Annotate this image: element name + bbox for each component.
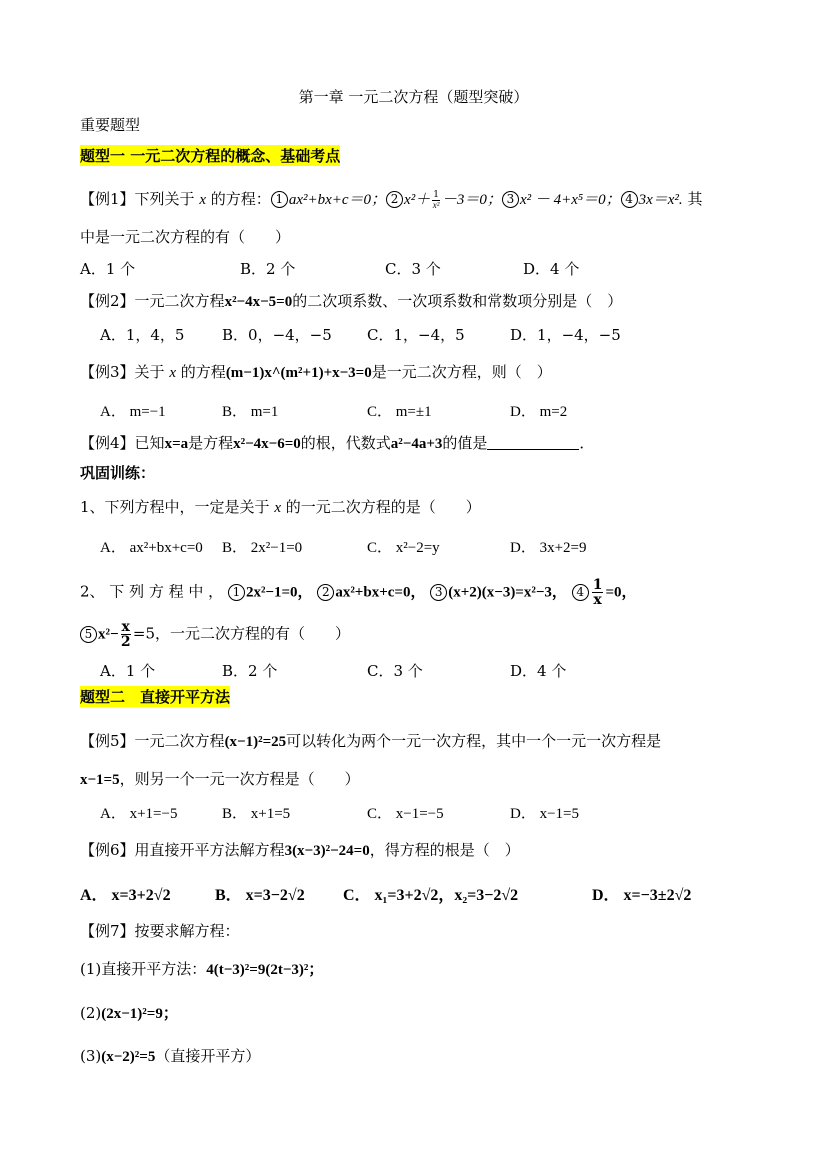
ex6-stem-b: ，得方程的根是（ ）	[369, 841, 520, 859]
ex2-eq: x²−4x−5=0	[224, 294, 293, 310]
p2-eq4-fraction: $\frac{1}{x}$	[592, 577, 603, 608]
ex3-tag: 【例3】	[80, 363, 135, 381]
ex1-option-b: B．2 个	[240, 260, 296, 278]
ex5-stem-b: 可以转化为两个一元一次方程，其中一个一元一次方程是	[286, 732, 662, 750]
ex1-line2: 中是一元二次方程的有（ ）	[80, 228, 291, 246]
practice-heading: 巩固训练：	[80, 464, 156, 482]
p1-var: x	[274, 500, 281, 516]
ex7-item-1	[80, 958, 323, 979]
p2-eq2: ax²+bx+c=0，	[335, 584, 426, 601]
ex6-option-c: C． x₁=3+2√2，x₂=3−2√2	[343, 887, 519, 904]
p2-option-b: B．2 个	[222, 662, 278, 680]
ex3-stem-c: 是一元二次方程，则（ ）	[371, 363, 552, 381]
ex7-item-2-eq: (2x−1)²=9；	[101, 1006, 178, 1022]
ex6-stem: 用直接开平方法解方程	[134, 841, 285, 859]
example-7-line1	[80, 920, 240, 941]
ex4-tag: 【例4】	[80, 434, 135, 452]
ex4-eq1: x=a	[164, 436, 189, 452]
ex6-option-b: B． x=3−2√2	[215, 887, 305, 904]
ex1-stem-b: 的方程：	[210, 190, 271, 208]
ex1-eq4: 3x＝x².	[638, 192, 683, 208]
p2-option-c: C．3 个	[367, 662, 423, 680]
ex2-stem: 一元二次方程	[134, 292, 225, 310]
practice-1-line1	[80, 496, 481, 517]
ex4-stem-c: 的根，代数式	[300, 434, 391, 452]
ex4-stem-b: 是方程	[188, 434, 234, 452]
ex5-eq: (x−1)²=25	[224, 734, 287, 750]
ex1-option-a: A．1 个	[80, 260, 136, 278]
example-1-line1	[80, 188, 702, 210]
circled-3-icon: 3	[502, 191, 519, 208]
section-important: 重要题型	[80, 116, 141, 134]
ex7-stem: 按要求解方程：	[134, 922, 240, 940]
ex7-item-3	[80, 1045, 260, 1066]
ex4-eq2: x²−4x−6=0	[233, 436, 301, 452]
ex4-stem: 已知	[134, 434, 165, 452]
ex3-stem: 关于	[134, 363, 165, 381]
p1-option-b: B． 2x²−1=0	[222, 540, 303, 556]
ex7-item-3-eq: (x−2)²=5	[101, 1049, 156, 1065]
ex6-eq: 3(x−3)²−24=0	[284, 843, 370, 859]
ex3-option-a: A． m=−1	[100, 404, 166, 420]
ex5-tag: 【例5】	[80, 732, 135, 750]
circled-1-icon: 1	[228, 584, 245, 601]
practice-2-line1: 2、 下 列 方 程 中 ， 1 2x²−1=0， 2 ax²+bx+c=0， 3 (x+2)(x−3)=x²−3， 4 $\frac{1}{x}$ =0，	[80, 577, 637, 608]
ex3-stem-b: 的方程	[180, 363, 226, 381]
circled-5-icon: 5	[80, 626, 97, 643]
circled-2-icon: 2	[386, 191, 403, 208]
p1-option-c: C． x²−2=y	[367, 540, 440, 556]
ex2-stem-b: 的二次项系数、一次项系数和常数项分别是（ ）	[292, 292, 623, 310]
ex1-eq1: ax²+bx+c＝0；	[288, 192, 387, 208]
answer-blank	[487, 435, 579, 450]
ex1-fraction: $\frac{1}{\text{x²}}$	[432, 189, 440, 210]
ex7-item-3-note: （直接开平方）	[155, 1047, 261, 1065]
ex1-eq2b: －3＝0；	[441, 192, 502, 208]
p2-option-a: A．1 个	[100, 662, 156, 680]
p1-option-d: D． 3x+2=9	[510, 540, 587, 556]
ex3-option-b: B． m=1	[222, 404, 279, 420]
circled-4-icon: 4	[621, 191, 638, 208]
ex2-tag: 【例2】	[80, 292, 135, 310]
circled-3-icon: 3	[430, 584, 447, 601]
example-4-line1	[80, 432, 594, 453]
p2-eq5-end: =5，一元二次方程的有（ ）	[132, 624, 351, 643]
ex1-option-c: C．3 个	[385, 260, 441, 278]
ex5-option-b: B． x+1=5	[222, 806, 291, 822]
ex7-item-2-label: (2)	[80, 1004, 102, 1022]
ex7-item-1-label: (1)直接开平方法：	[80, 960, 207, 978]
ex3-eq: (m−1)x^(m²+1)+x−3=0	[225, 365, 372, 381]
ex7-item-2	[80, 1002, 178, 1023]
ex5-option-d: D． x−1=5	[510, 806, 580, 822]
ex3-option-d: D． m=2	[510, 404, 568, 420]
ex2-option-b: B．0，−4，−5	[222, 326, 332, 344]
ex6-option-a: A． x=3+2√2	[80, 887, 171, 904]
ex7-item-3-label: (3)	[80, 1047, 102, 1065]
ex3-var: x	[169, 365, 177, 381]
ex1-stem-c: 其	[687, 190, 703, 208]
ex1-stem: 下列关于	[134, 190, 195, 208]
practice-2-line2: 5 x²− $\frac{x}{2}$ =5，一元二次方程的有（ ）	[80, 620, 350, 649]
p2-eq5-fraction: $\frac{x}{2}$	[120, 619, 131, 650]
p2-eq1: 2x²−1=0，	[245, 584, 313, 601]
p1-stem-b: 的一元二次方程的是（ ）	[285, 498, 481, 516]
ex6-tag: 【例6】	[80, 841, 135, 859]
p2-option-d: D．4 个	[510, 662, 567, 680]
circled-2-icon: 2	[317, 584, 334, 601]
ex5-stem: 一元二次方程	[134, 732, 225, 750]
ex2-option-d: D．1，−4，−5	[510, 326, 621, 344]
example-5-line2	[80, 768, 360, 789]
ex7-item-1-eq: 4(t−3)²=9(2t−3)²；	[206, 962, 324, 978]
ex5-line2-eq: x−1=5	[80, 772, 120, 788]
ex1-eq3: x² － 4+x⁵＝0；	[519, 192, 621, 208]
ex4-end: ．	[579, 434, 595, 452]
ex5-option-a: A． x+1=−5	[100, 806, 178, 822]
type1-heading: 题型一 一元二次方程的概念、基础考点	[80, 147, 341, 165]
ex5-option-c: C． x−1=−5	[367, 806, 444, 822]
ex1-var: x	[199, 192, 207, 208]
example-5-line1	[80, 730, 661, 751]
type2-heading: 题型二 直接开平方法	[80, 688, 231, 706]
ex7-tag: 【例7】	[80, 922, 135, 940]
ex3-option-c: C． m=±1	[367, 404, 432, 420]
ex2-option-a: A．1，4，5	[100, 326, 185, 344]
p1-option-a: A． ax²+bx+c=0	[100, 540, 203, 556]
ex4-eq3: a²−4a+3	[390, 436, 443, 452]
p2-stem: 2、 下 列 方 程 中 ，	[80, 582, 224, 601]
circled-1-icon: 1	[271, 191, 288, 208]
ex2-option-c: C．1，−4，5	[367, 326, 465, 344]
ex6-option-d: D． x=−3±2√2	[592, 887, 692, 904]
ex1-eq2a: x²＋	[404, 192, 431, 208]
p2-eq3: (x+2)(x−3)=x²−3，	[448, 584, 567, 601]
ex5-line2: ，则另一个一元一次方程是（ ）	[119, 770, 360, 788]
ex1-option-d: D．4 个	[523, 260, 580, 278]
p1-stem: 1、下列方程中，一定是关于	[80, 498, 270, 516]
ex1-tag: 【例1】	[80, 190, 135, 208]
example-2-line1	[80, 290, 622, 311]
page-title: 第一章 一元二次方程（题型突破）	[298, 88, 529, 106]
circled-4-icon: 4	[572, 584, 589, 601]
ex4-stem-d: 的值是	[442, 434, 488, 452]
example-3-line1	[80, 361, 552, 382]
example-6-line1	[80, 839, 520, 860]
